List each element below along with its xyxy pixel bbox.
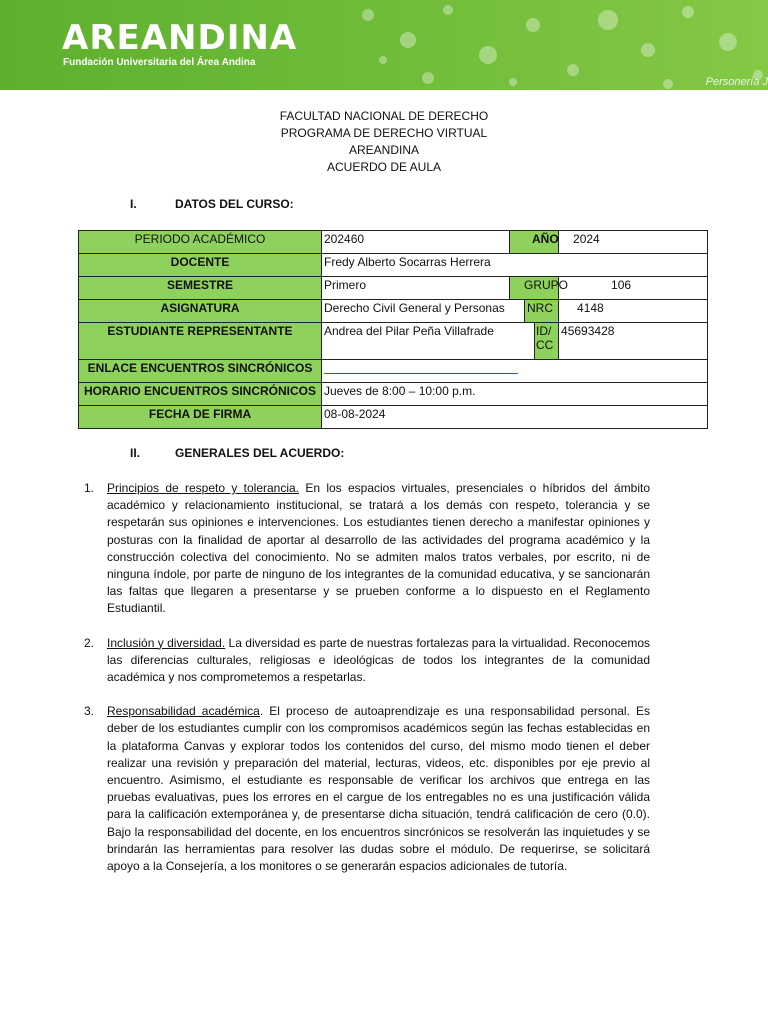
fecha-value: 08-08-2024 xyxy=(322,406,708,429)
section-2-label: GENERALES DEL ACUERDO: xyxy=(175,446,345,460)
enlace-link[interactable] xyxy=(324,373,518,374)
banner-corner-text: Personería J xyxy=(705,76,768,88)
ano-label: AÑO xyxy=(510,231,559,254)
section-1-title xyxy=(130,197,294,211)
course-data-table xyxy=(78,230,708,429)
horario-label: HORARIO ENCUENTROS SINCRÓNICOS xyxy=(79,383,322,406)
nrc-label: NRC xyxy=(525,300,559,323)
logo-subtitle: Fundación Universitaria del Área Andina xyxy=(63,57,256,68)
table-row xyxy=(79,231,708,254)
asignatura-label: ASIGNATURA xyxy=(79,300,322,323)
nrc-value: 4148 xyxy=(559,300,708,323)
heading-document-type: ACUERDO DE AULA xyxy=(326,160,442,174)
estudiante-value: Andrea del Pilar Peña Villafrade xyxy=(322,323,535,360)
table-row xyxy=(79,277,708,300)
item-body: En los espacios virtuales, presenciales o híbridos del ámbito académico y relacionamiento institucional, se tratará a los demás con respeto, tolerancia y se respetarán sus opiniones e intervenciones. Los estudiantes tienen derecho a manifestar opiniones y posturas con la finalidad de aportar al desarrollo de las actividades del programa académico y la construcción colectiva del conocimiento. No se admiten malos tratos verbales, por escrito, ni de ninguna índole, por parte de ninguno de los integrantes de la comunidad educativa, y se sancionarán las faltas que llegaren a presentarse y se prueben conforme a lo dispuesto en el Reglamento Estudiantil. xyxy=(107,481,651,616)
list-item xyxy=(84,480,650,618)
section-2-title xyxy=(130,446,344,460)
item-number: 2. xyxy=(84,635,95,650)
heading-faculty: FACULTAD NACIONAL DE DERECHO xyxy=(279,109,489,123)
item-body: . El proceso de autoaprendizaje es una responsabilidad personal. Es deber de los estudiantes cumplir con los compromisos académicos según las fechas establecidas en la plataforma Canvas y explorar todos los contenidos del curso, del mismo modo tienen el deber realizar una revisión y preparación del material, lecturas, videos, etc. disponibles por eje previo al encuentro. Asimismo, el estudiante es responsable de verificar los archivos que entrega en las pruebas evaluativas, pues los errores en el cargue de los entregables no es una justificación válida para la calificación extemporánea y, de presentarse dicha situación, tendrá calificación de cero (0.0). Bajo la responsabilidad del docente, en los encuentros sincrónicos se resolverán las inquietudes y se brindarán las herramientas para resolver las dudas sobre el módulo. De requerirse, se solicitará apoyo a la Consejería, a los monitores o se generarán espacios adicionales de tutoría. xyxy=(107,704,650,874)
section-2-number: II. xyxy=(130,446,141,460)
enlace-label: ENLACE ENCUENTROS SINCRÓNICOS xyxy=(79,360,322,383)
table-row xyxy=(79,323,708,360)
docente-value: Fredy Alberto Socarras Herrera xyxy=(322,254,708,277)
item-body: La diversidad es parte de nuestras fortalezas para la virtualidad. Reconocemos las diferencias culturales, religiosas e ideológicas de todos los integrantes de la comunidad académica y nos comprometemos a respetarlas. xyxy=(107,635,650,685)
ano-value: 2024 xyxy=(559,231,708,254)
item-heading: Inclusión y diversidad. xyxy=(107,635,226,650)
docente-label: DOCENTE xyxy=(79,254,322,277)
list-item xyxy=(84,635,650,687)
heading-institution: AREANDINA xyxy=(348,143,419,157)
table-row xyxy=(79,383,708,406)
logo-wordmark: AREANDINA xyxy=(62,18,298,58)
periodo-value: 202460 xyxy=(322,231,510,254)
agreement-list xyxy=(84,480,650,892)
item-number: 1. xyxy=(84,481,95,495)
table-row xyxy=(79,360,708,383)
semestre-value: Primero xyxy=(322,277,510,300)
id-cc-value: 45693428 xyxy=(559,323,708,360)
grupo-label: GRUPO xyxy=(510,277,559,300)
semestre-label: SEMESTRE xyxy=(79,277,322,300)
grupo-value: 106 xyxy=(559,277,708,300)
document-heading xyxy=(0,108,768,176)
periodo-label: PERIODO ACADÉMICO xyxy=(79,231,322,254)
fecha-label: FECHA DE FIRMA xyxy=(79,406,322,429)
table-row xyxy=(79,300,708,323)
item-number: 3. xyxy=(84,704,95,719)
item-heading: Responsabilidad académica xyxy=(107,704,260,719)
enlace-value[interactable] xyxy=(322,360,708,383)
item-heading: Principios de respeto y tolerancia. xyxy=(107,481,300,495)
list-item xyxy=(84,703,650,875)
section-1-number: I. xyxy=(130,197,137,211)
heading-program: PROGRAMA DE DERECHO VIRTUAL xyxy=(280,126,488,140)
id-cc-label: ID/ CC xyxy=(535,323,559,360)
table-row xyxy=(79,254,708,277)
asignatura-value: Derecho Civil General y Personas xyxy=(322,300,525,323)
horario-value: Jueves de 8:00 – 10:00 p.m. xyxy=(322,383,708,406)
estudiante-label: ESTUDIANTE REPRESENTANTE xyxy=(79,323,322,360)
section-1-label: DATOS DEL CURSO: xyxy=(175,197,294,211)
header-banner xyxy=(0,0,768,90)
table-row xyxy=(79,406,708,429)
